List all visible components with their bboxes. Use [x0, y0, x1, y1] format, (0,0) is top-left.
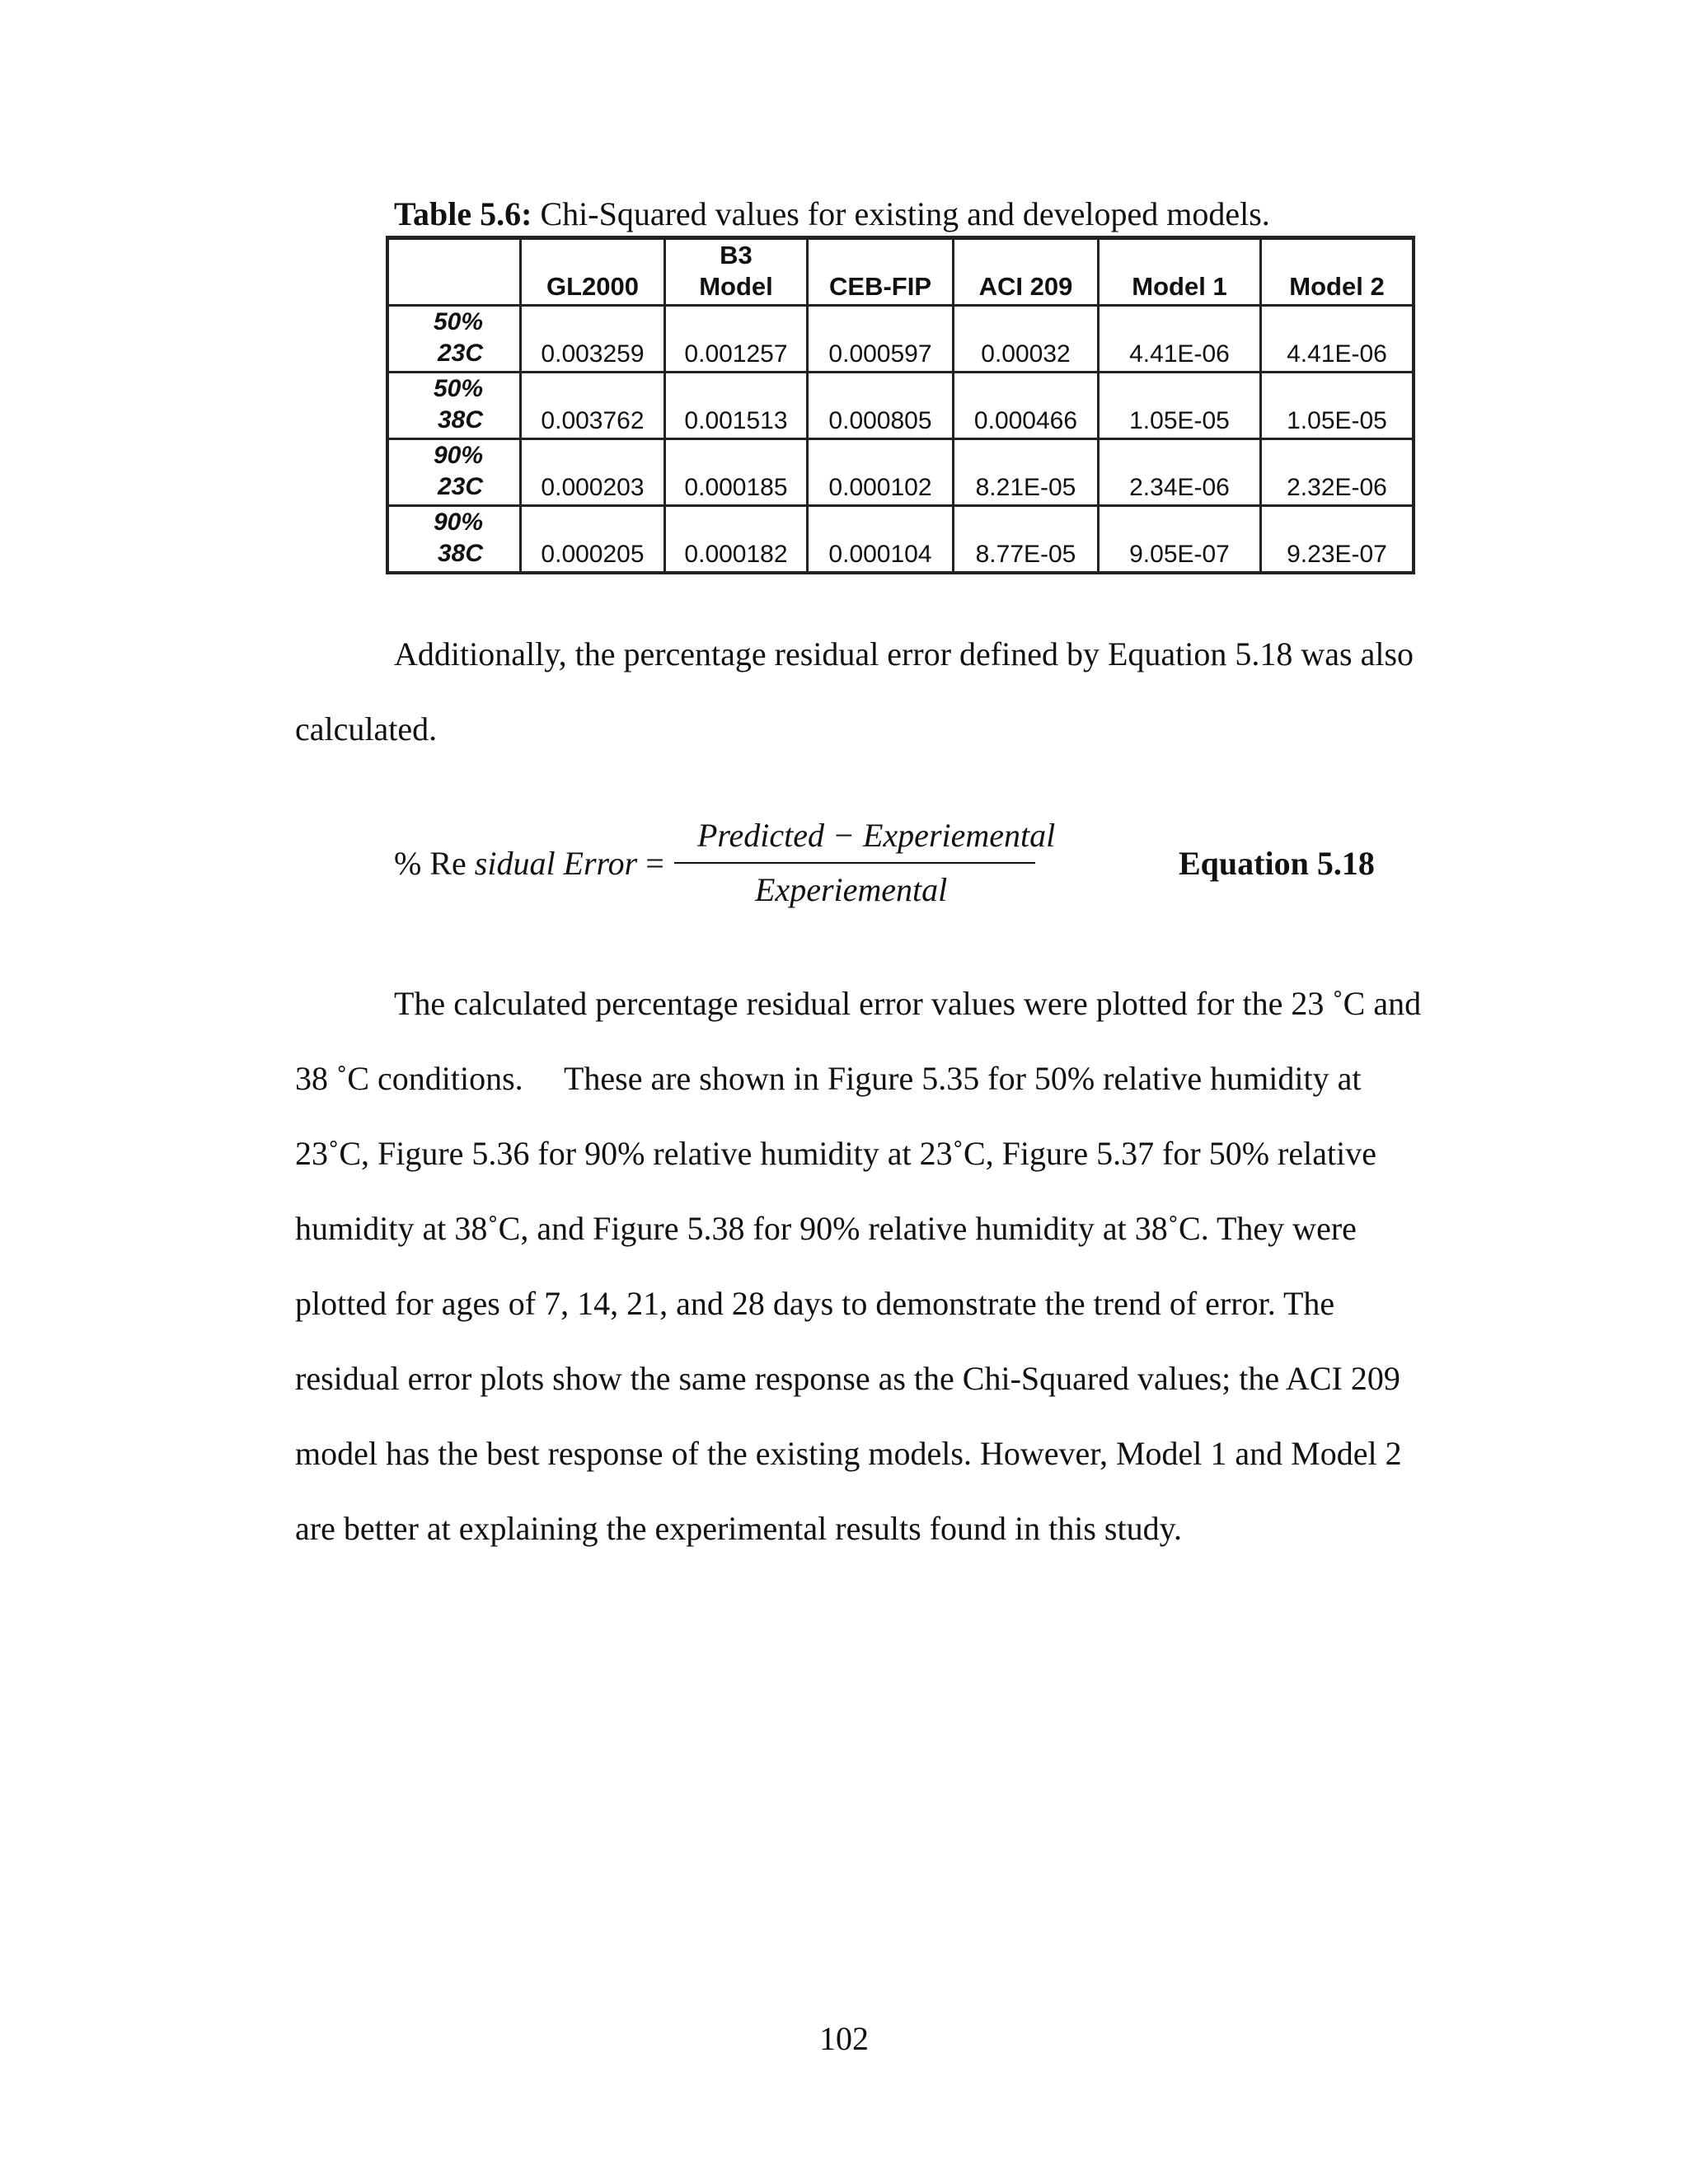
- table-cell: 4.41E-06: [1261, 306, 1414, 373]
- paragraph-line: residual error plots show the same response as the Chi-Squared values; the ACI 209: [295, 1360, 1400, 1397]
- table-cell: 8.21E-05: [954, 439, 1099, 506]
- table-cell: 0.001513: [665, 373, 808, 439]
- header-label-line2: Model: [699, 272, 773, 301]
- equation-denominator: Experiemental: [755, 871, 948, 908]
- paragraph-residual-results: [295, 966, 1422, 1566]
- paragraph-line: humidity at 38˚C, and Figure 5.38 for 90% relative humidity at 38˚C. They were: [295, 1210, 1357, 1247]
- paragraph-line: plotted for ages of 7, 14, 21, and 28 days to demonstrate the trend of error. The: [295, 1285, 1335, 1322]
- table-cell: 0.000104: [808, 506, 954, 574]
- table-cell: 0.000805: [808, 373, 954, 439]
- row-label-temperature: 38C: [437, 406, 483, 434]
- paragraph-line: model has the best response of the existing models. However, Model 1 and Model 2: [295, 1435, 1402, 1472]
- table-cell: 0.003259: [521, 306, 665, 373]
- row-label-temperature: 38C: [437, 540, 483, 567]
- table-header-ceb-fip: [808, 238, 954, 306]
- table-cell: 2.34E-06: [1099, 439, 1261, 506]
- row-label-humidity: 90%: [433, 509, 483, 536]
- equation-equals-sign: =: [645, 845, 664, 882]
- header-label: Model 1: [1132, 272, 1227, 301]
- row-label-temperature: 23C: [437, 340, 483, 367]
- table-caption-label: Table 5.6:: [394, 195, 532, 232]
- equation-lhs-prefix: % Re: [394, 845, 467, 882]
- table-cell: 1.05E-05: [1099, 373, 1261, 439]
- paragraph-line: 23˚C, Figure 5.36 for 90% relative humidity at 23˚C, Figure 5.37 for 50% relative: [295, 1135, 1376, 1172]
- equation-lhs: [394, 844, 664, 883]
- table-row: [387, 373, 1414, 439]
- table-cell: 0.000102: [808, 439, 954, 506]
- header-label: GL2000: [546, 272, 639, 301]
- paragraph-line: are better at explaining the experimental results found in this study.: [295, 1510, 1182, 1547]
- table-header-row: [387, 238, 1414, 306]
- page-number: 102: [819, 2020, 869, 2057]
- table-cell: 0.000203: [521, 439, 665, 506]
- equation-label: Equation 5.18: [1179, 845, 1375, 882]
- table-cell: 8.77E-05: [954, 506, 1099, 574]
- table-header-aci-209: [954, 238, 1099, 306]
- table-cell: 0.003762: [521, 373, 665, 439]
- table-cell: 0.000466: [954, 373, 1099, 439]
- table-cell: 0.000597: [808, 306, 954, 373]
- paragraph-line: 38 ˚C conditions. These are shown in Figure 5.35 for 50% relative humidity at: [295, 1060, 1362, 1097]
- table-cell: 1.05E-05: [1261, 373, 1414, 439]
- table-cell: 0.00032: [954, 306, 1099, 373]
- table-cell: 9.23E-07: [1261, 506, 1414, 574]
- paragraph-residual-intro: [295, 616, 1414, 766]
- table-cell: 2.32E-06: [1261, 439, 1414, 506]
- table-header-b3-model: [665, 238, 808, 306]
- table-cell: 0.001257: [665, 306, 808, 373]
- row-label-humidity: 50%: [433, 308, 483, 335]
- row-label-temperature: 23C: [437, 473, 483, 500]
- table-cell: 0.000185: [665, 439, 808, 506]
- header-label: ACI 209: [978, 272, 1073, 301]
- table-cell: 0.000182: [665, 506, 808, 574]
- equation-5-18: [394, 816, 1400, 923]
- header-label: Model 2: [1289, 272, 1385, 301]
- table-header-gl2000: [521, 238, 665, 306]
- table-caption: [394, 191, 1270, 237]
- header-label: CEB-FIP: [829, 272, 931, 301]
- row-label: [387, 439, 521, 506]
- row-label: [387, 306, 521, 373]
- paragraph-line: The calculated percentage residual error values were plotted for the 23 ˚C and: [394, 985, 1422, 1022]
- table-header-model-1: [1099, 238, 1261, 306]
- table-cell: 9.05E-07: [1099, 506, 1261, 574]
- row-label: [387, 373, 521, 439]
- chi-squared-table: [386, 236, 1415, 574]
- equation-numerator: Predicted − Experiemental: [697, 817, 1056, 854]
- table-row: [387, 439, 1414, 506]
- header-label-line1: B3: [720, 241, 753, 269]
- table-cell: 4.41E-06: [1099, 306, 1261, 373]
- row-label: [387, 506, 521, 574]
- row-label-humidity: 50%: [433, 375, 483, 402]
- equation-lhs-italic: sidual Error: [474, 845, 638, 882]
- paragraph-line: Additionally, the percentage residual error defined by Equation 5.18 was also: [394, 635, 1414, 673]
- table-corner-cell: [387, 238, 521, 306]
- row-label-humidity: 90%: [433, 442, 483, 469]
- table-header-model-2: [1261, 238, 1414, 306]
- table-row: [387, 306, 1414, 373]
- table-cell: 0.000205: [521, 506, 665, 574]
- table-row: [387, 506, 1414, 574]
- fraction-bar: [674, 862, 1035, 864]
- paragraph-line: calculated.: [295, 710, 438, 748]
- table-caption-text: Chi-Squared values for existing and developed models.: [540, 195, 1270, 232]
